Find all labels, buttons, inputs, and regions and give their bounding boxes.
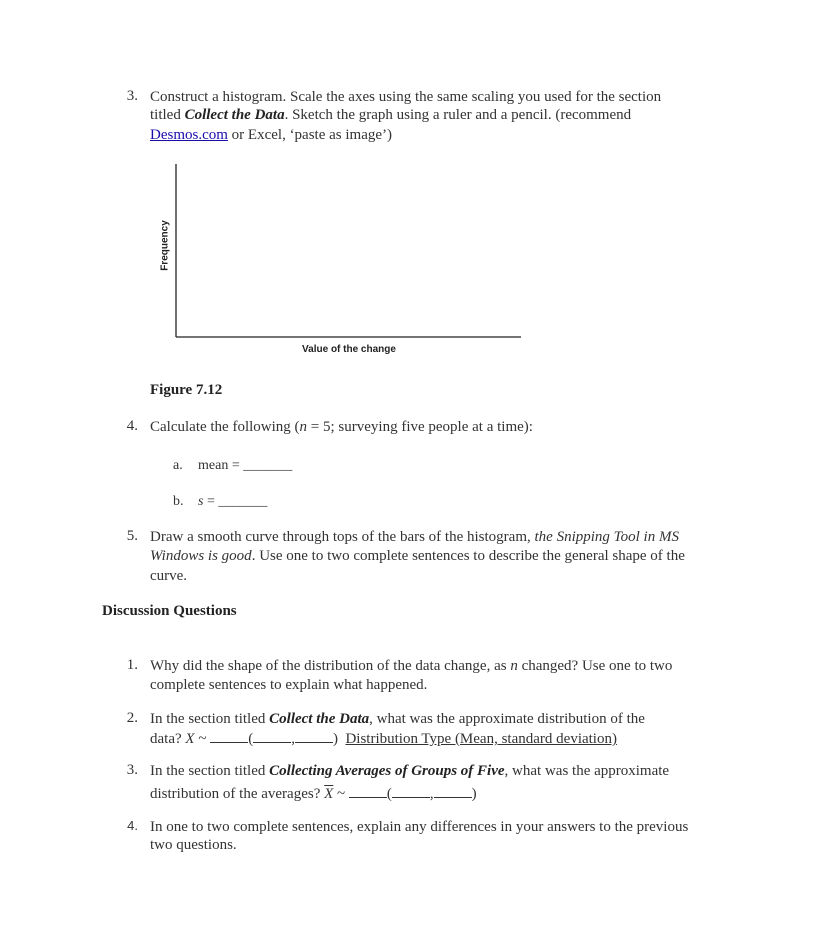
figure-caption: Figure 7.12 [150,382,223,398]
d2-mean-blank[interactable] [253,728,291,743]
mean-answer-blank[interactable]: _______ [243,458,293,473]
d1-line2: complete sentences to explain what happened. [150,677,428,693]
s-answer-blank[interactable]: _______ [218,494,268,509]
d1-number: 1. [126,657,138,673]
q3-bold-title: Collect the Data [184,107,285,123]
x-axis-label: Value of the change [302,344,396,355]
d2-line1: In the section titled Collect the Data, what was the approximate distribution of the [150,711,645,727]
d4-number: 4. [127,818,138,833]
q3-number: 3. [126,88,138,104]
q3-line2: titled Collect the Data. Sketch the graph using a ruler and a pencil. (recommend [150,107,632,123]
q3-line3: Desmos.com or Excel, ‘paste as image’) [150,127,393,143]
q5-line2: Windows is good. Use one to two complete sentences to describe the general shape of the [150,548,685,564]
q4-a-item: mean = _______ [198,458,293,473]
d2-number: 2. [126,710,138,726]
d2-distribution-hint: Distribution Type (Mean, standard deviation) [345,731,617,747]
q5-number: 5. [126,528,138,544]
q4-b-letter: b. [173,494,184,509]
d3-number: 3. [126,762,138,778]
q5-line1: Draw a smooth curve through tops of the bars of the histogram, the Snipping Tool in MS [150,529,679,545]
histogram-axes [150,160,530,360]
d2-dist-blank[interactable] [210,728,248,743]
d3-sd-blank[interactable] [434,783,472,798]
discussion-heading: Discussion Questions [102,603,237,619]
q4-b-item: s = _______ [198,494,268,509]
histogram-chart [150,160,530,360]
d3-line2: distribution of the averages? $\overline{X}$ ~ ( , ) [150,783,477,804]
d3-dist-blank[interactable] [349,783,387,798]
d4-line2: two questions. [150,837,237,853]
d2-sd-blank[interactable] [295,728,333,743]
desmos-link[interactable]: Desmos.com [150,127,228,143]
q4-a-letter: a. [173,458,183,473]
d3-line1: In the section titled Collecting Averages of Groups of Five, what was the approximate [150,763,670,779]
d1-line1: Why did the shape of the distribution of the data change, as n changed? Use one to two [150,658,673,674]
q4-text: Calculate the following (n = 5; surveying five people at a time): [150,419,533,435]
q5-line3: curve. [150,568,188,584]
y-axis-label: Frequency [159,220,171,271]
q3-line1: Construct a histogram. Scale the axes using the same scaling you used for the section [150,89,662,105]
d2-line2: data? X ~ ( , ) Distribution Type (Mean, standard deviation) [150,728,617,749]
d4-line1: In one to two complete sentences, explain any differences in your answers to the previous [150,819,689,835]
q4-number: 4. [126,418,138,434]
d3-mean-blank[interactable] [392,783,430,798]
